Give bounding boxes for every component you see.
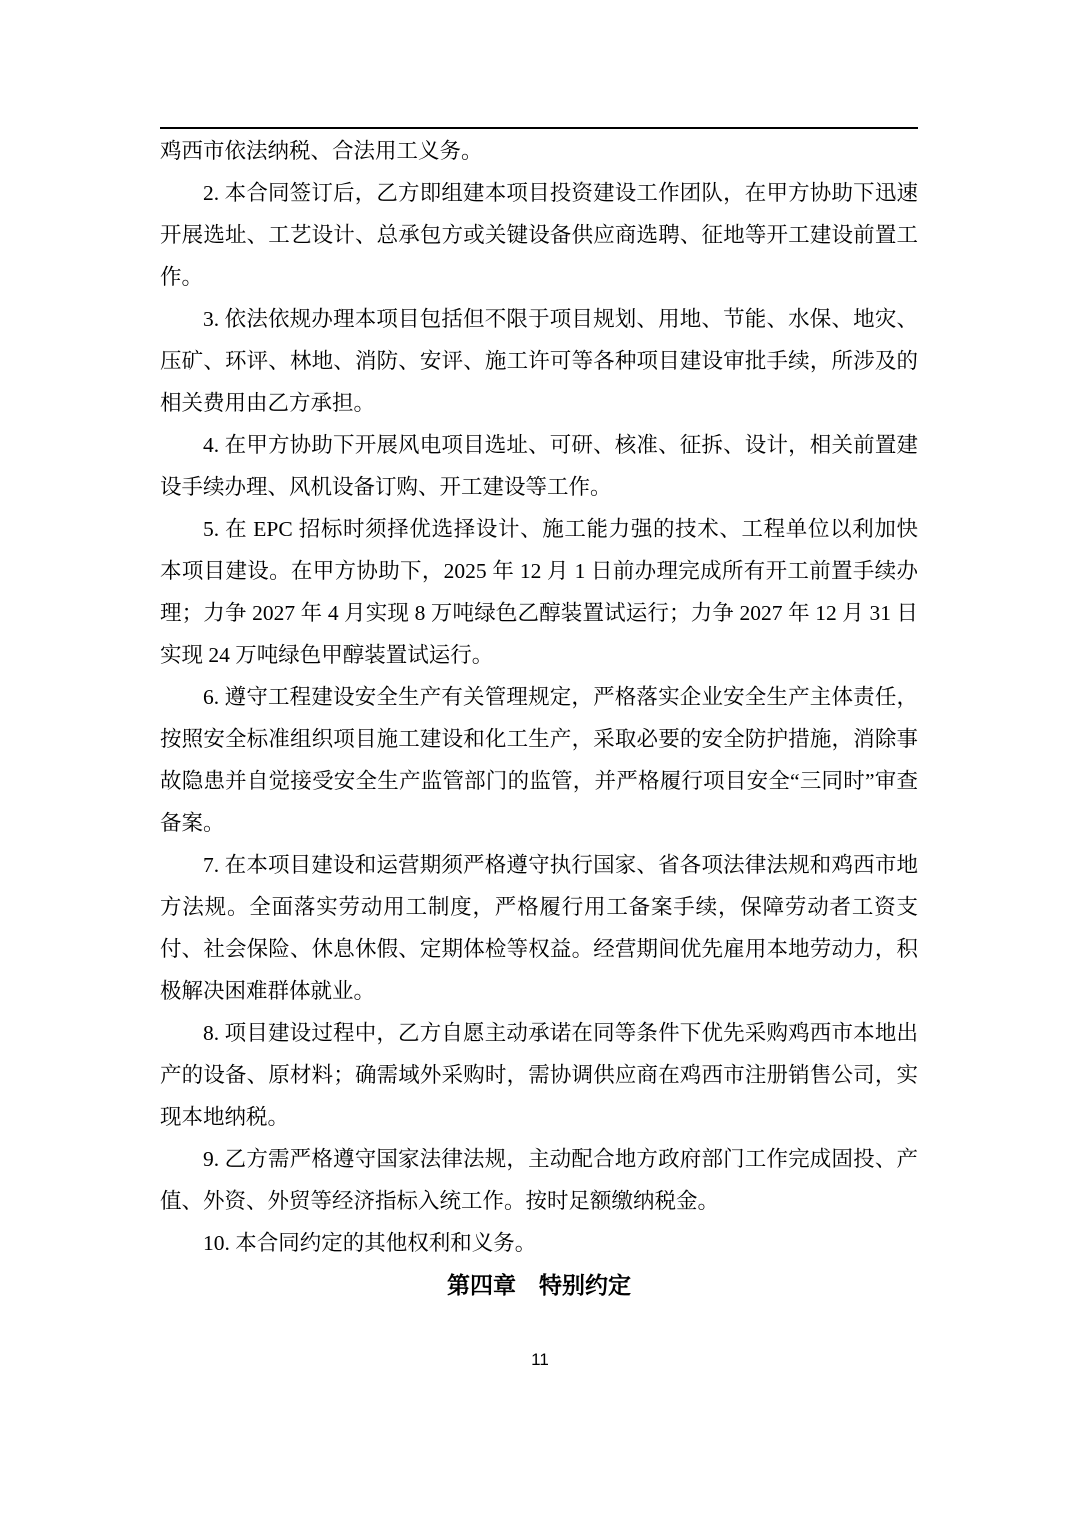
paragraph-item-8: 8. 项目建设过程中，乙方自愿主动承诺在同等条件下优先采购鸡西市本地出产的设备、原材料；确需域外采购时，需协调供应商在鸡西市注册销售公司，实现本地纳税。 bbox=[160, 1021, 918, 1129]
chapter-heading: 第四章 特别约定 bbox=[447, 1272, 631, 1298]
paragraph-item-6: 6. 遵守工程建设安全生产有关管理规定，严格落实企业安全生产主体责任，按照安全标准组织项目施工建设和化工生产，采取必要的安全防护措施，消除事故隐患并自觉接受安全生产监管部门的监管，并严格履行项目安全“三同时”审查备案。 bbox=[160, 685, 918, 835]
paragraph-item-5: 5. 在 EPC 招标时须择优选择设计、施工能力强的技术、工程单位以利加快本项目建设。在甲方协助下，2025 年 12 月 1 日前办理完成所有开工前置手续办理；力争 2027 年 4 月实现 8 万吨绿色乙醇装置试运行；力争 2027 年 12 月 31 日实现 24 万吨绿色甲醇装置试运行。 bbox=[160, 517, 918, 667]
paragraph-item-2: 2. 本合同签订后，乙方即组建本项目投资建设工作团队，在甲方协助下迅速开展选址、工艺设计、总承包方或关键设备供应商选聘、征地等开工建设前置工作。 bbox=[160, 181, 918, 289]
document-content bbox=[160, 130, 918, 1306]
paragraph-item-4: 4. 在甲方协助下开展风电项目选址、可研、核准、征拆、设计，相关前置建设手续办理、风机设备订购、开工建设等工作。 bbox=[160, 433, 918, 499]
page-number: 11 bbox=[531, 1350, 549, 1369]
paragraph-item-3: 3. 依法依规办理本项目包括但不限于项目规划、用地、节能、水保、地灾、压矿、环评、林地、消防、安评、施工许可等各种项目建设审批手续，所涉及的相关费用由乙方承担。 bbox=[160, 307, 918, 415]
continuation-paragraph: 鸡西市依法纳税、合法用工义务。 bbox=[160, 139, 483, 163]
paragraph-item-10: 10. 本合同约定的其他权利和义务。 bbox=[203, 1231, 537, 1255]
header-rule bbox=[160, 127, 918, 129]
paragraph-item-7: 7. 在本项目建设和运营期须严格遵守执行国家、省各项法律法规和鸡西市地方法规。全面落实劳动用工制度，严格履行用工备案手续，保障劳动者工资支付、社会保险、休息休假、定期体检等权益。经营期间优先雇用本地劳动力，积极解决困难群体就业。 bbox=[160, 853, 918, 1003]
paragraph-item-9: 9. 乙方需严格遵守国家法律法规，主动配合地方政府部门工作完成固投、产值、外资、外贸等经济指标入统工作。按时足额缴纳税金。 bbox=[160, 1147, 918, 1213]
